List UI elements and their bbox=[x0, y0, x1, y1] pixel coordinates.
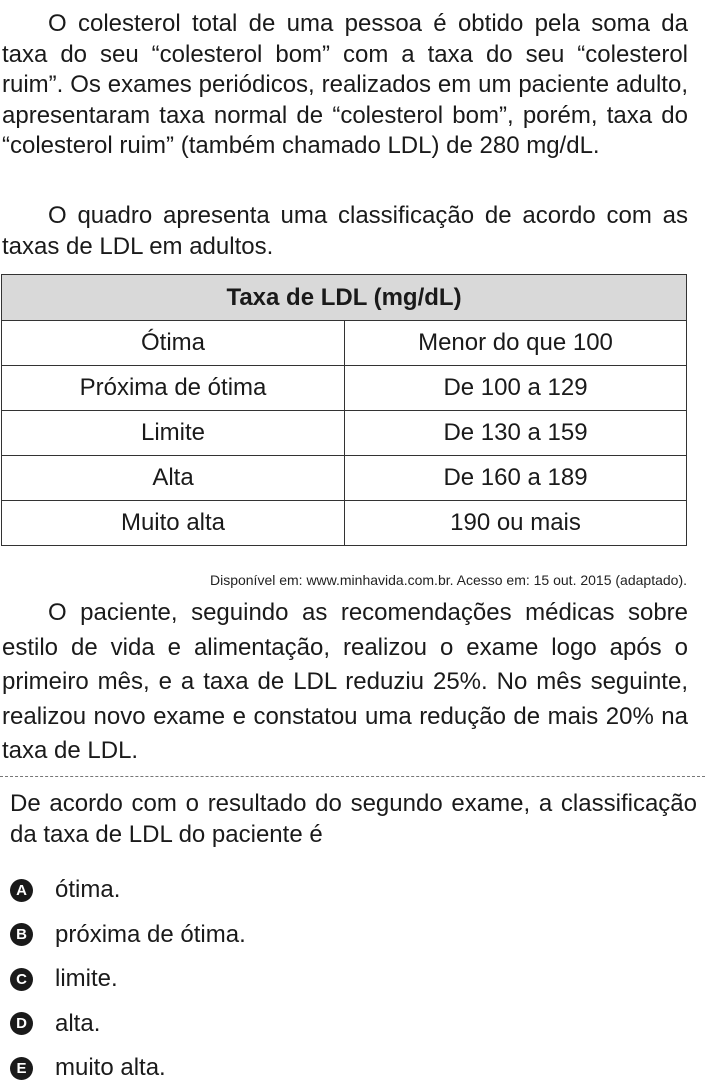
table-cell-category: Próxima de ótima bbox=[2, 366, 345, 411]
table-cell-range: 190 ou mais bbox=[345, 501, 687, 546]
option-a[interactable] bbox=[10, 868, 246, 913]
option-c[interactable] bbox=[10, 957, 246, 1002]
source-citation: Disponível em: www.minhavida.com.br. Acesso em: 15 out. 2015 (adaptado). bbox=[209, 572, 687, 588]
option-d-text: alta. bbox=[55, 1009, 101, 1037]
table-row bbox=[2, 501, 687, 546]
table-row bbox=[2, 366, 687, 411]
table-cell-range: De 130 a 159 bbox=[345, 411, 687, 456]
table-cell-category: Ótima bbox=[2, 321, 345, 366]
option-b-badge-icon: B bbox=[10, 923, 33, 946]
intro-text: O colesterol total de uma pessoa é obtido pela soma da taxa do seu “colesterol bom” com a taxa do seu “colesterol ruim”. Os exames periódicos, realizados em um paciente adulto, apresentaram taxa normal de “colesterol bom”, porém, taxa do “colesterol ruim” (também chamado LDL) de 280 mg/dL. bbox=[2, 10, 688, 159]
question-prompt: De acordo com o resultado do segundo exame, a classificação da taxa de LDL do paciente é bbox=[10, 790, 697, 848]
exam-text: O paciente, seguindo as recomendações médicas sobre estilo de vida e alimentação, realizou o exame logo após o primeiro mês, e a taxa de LDL reduziu 25%. No mês seguinte, realizou novo exame e constatou uma redução de mais 20% na taxa de LDL. bbox=[2, 599, 688, 764]
table-row bbox=[2, 411, 687, 456]
table-cell-range: Menor do que 100 bbox=[345, 321, 687, 366]
option-b-text: próxima de ótima. bbox=[55, 920, 246, 948]
option-d[interactable] bbox=[10, 1002, 246, 1047]
option-a-text: ótima. bbox=[55, 876, 121, 904]
table-header-row bbox=[2, 275, 687, 321]
table-row bbox=[2, 321, 687, 366]
table-header: Taxa de LDL (mg/dL) bbox=[2, 275, 687, 321]
option-e-badge-icon: E bbox=[10, 1057, 33, 1080]
intro-paragraph bbox=[2, 9, 688, 162]
table-intro-paragraph bbox=[2, 201, 688, 262]
option-a-badge-icon: A bbox=[10, 879, 33, 902]
option-c-badge-icon: C bbox=[10, 968, 33, 991]
option-b[interactable] bbox=[10, 913, 246, 958]
dashed-divider bbox=[0, 776, 705, 777]
ldl-classification-table bbox=[1, 274, 687, 546]
option-c-text: limite. bbox=[55, 965, 118, 993]
table-row bbox=[2, 456, 687, 501]
table-cell-range: De 160 a 189 bbox=[345, 456, 687, 501]
table-cell-category: Muito alta bbox=[2, 501, 345, 546]
table-cell-category: Limite bbox=[2, 411, 345, 456]
table-cell-category: Alta bbox=[2, 456, 345, 501]
option-e-text: muito alta. bbox=[55, 1054, 166, 1082]
option-e[interactable] bbox=[10, 1046, 246, 1091]
table-cell-range: De 100 a 129 bbox=[345, 366, 687, 411]
option-d-badge-icon: D bbox=[10, 1012, 33, 1035]
table-intro-text: O quadro apresenta uma classificação de acordo com as taxas de LDL em adultos. bbox=[2, 202, 688, 260]
answer-options bbox=[10, 868, 246, 1091]
exam-paragraph bbox=[2, 596, 688, 769]
